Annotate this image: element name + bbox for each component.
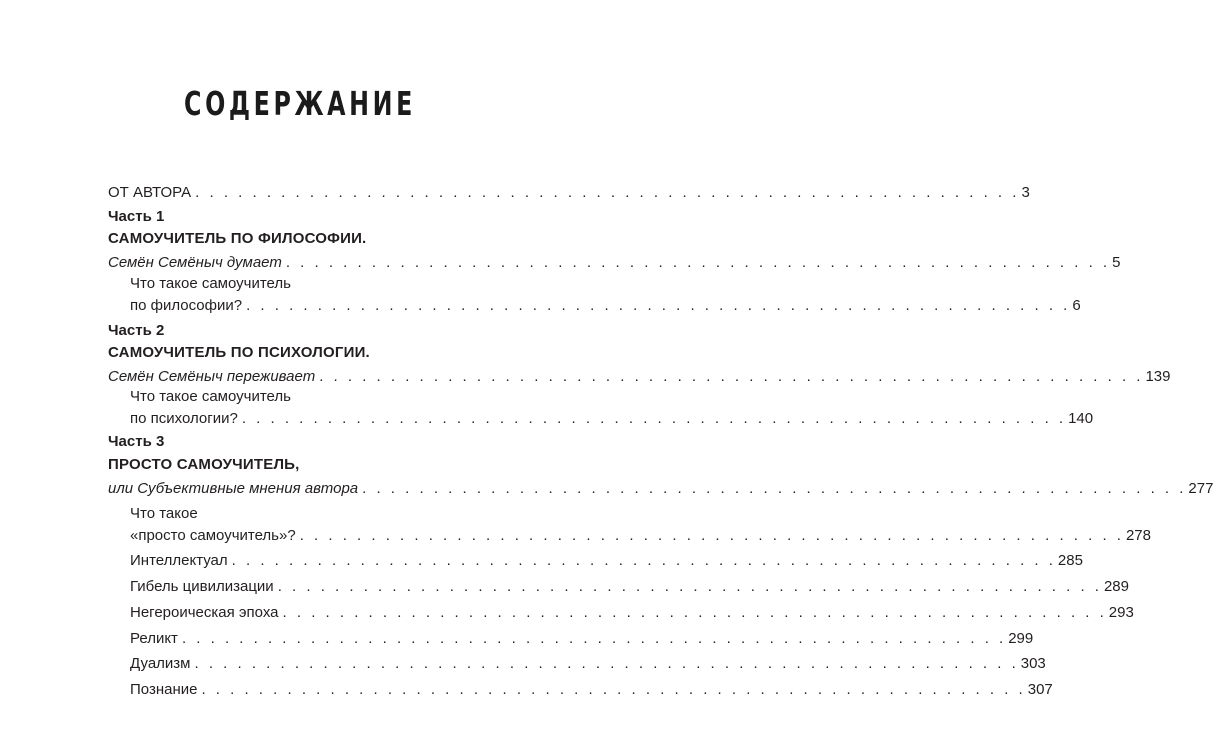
toc-entry-unheroic-era[interactable]	[130, 602, 1134, 624]
dot-leader: . . . . . . . . . . . . . . . . . . . . . . . . . . . . . . . . . . . . . . . . . . . . . . . . . . . . . . . . . .	[241, 410, 1067, 427]
toc-entry-label: Познание	[130, 681, 198, 698]
toc-entry-author-note[interactable]	[108, 182, 1030, 204]
part-1-label: Часть 1	[108, 208, 165, 225]
dot-leader: . . . . . . . . . . . . . . . . . . . . . . . . . . . . . . . . . . . . . . . . . . . . . . . . . . . . . . . . . .	[201, 681, 1026, 698]
toc-entry-intellectual[interactable]	[130, 550, 1083, 572]
toc-entry-label: по психологии?	[130, 410, 238, 427]
page-number: 293	[1108, 604, 1134, 621]
dot-leader: . . . . . . . . . . . . . . . . . . . . . . . . . . . . . . . . . . . . . . . . . . . . . . . . . . . . . . . . . .	[195, 184, 1020, 201]
dot-leader: . . . . . . . . . . . . . . . . . . . . . . . . . . . . . . . . . . . . . . . . . . . . . . . . . . . . . . . . . .	[299, 527, 1124, 544]
toc-entry-part-1-chapter-line1: Что такое самоучитель	[130, 275, 291, 292]
page-number: 289	[1103, 578, 1129, 595]
toc-entry-cognition[interactable]	[130, 679, 1053, 701]
toc-entry-label: Дуализм	[130, 655, 191, 672]
page-number: 285	[1057, 552, 1083, 569]
dot-leader: . . . . . . . . . . . . . . . . . . . . . . . . . . . . . . . . . . . . . . . . . . . . . . . . . . . . . . . . . .	[277, 578, 1102, 595]
toc-entry-relic[interactable]	[130, 628, 1034, 650]
toc-entry-label: Реликт	[130, 630, 178, 647]
page-title: СОДЕРЖАНИЕ	[184, 84, 416, 123]
toc-entry-label: или Субъективные мнения автора	[108, 480, 359, 497]
toc-entry-part-3-chapter-line1: Что такое	[130, 505, 198, 522]
toc-entry-part-3-subtitle[interactable]	[108, 478, 1213, 500]
part-3-label: Часть 3	[108, 433, 165, 450]
toc-entry-part-2-subtitle[interactable]	[108, 366, 1171, 388]
page-number: 3	[1021, 184, 1030, 201]
dot-leader: . . . . . . . . . . . . . . . . . . . . . . . . . . . . . . . . . . . . . . . . . . . . . . . . . . . . . . . . . .	[285, 254, 1111, 271]
part-1-title: САМОУЧИТЕЛЬ ПО ФИЛОСОФИИ.	[108, 230, 367, 247]
dot-leader: . . . . . . . . . . . . . . . . . . . . . . . . . . . . . . . . . . . . . . . . . . . . . . . . . . . . . . . . . .	[181, 630, 1007, 647]
page-number: 278	[1125, 527, 1151, 544]
toc-entry-part-2-chapter[interactable]	[130, 408, 1094, 430]
dot-leader: . . . . . . . . . . . . . . . . . . . . . . . . . . . . . . . . . . . . . . . . . . . . . . . . . . . . . . . . . .	[231, 552, 1056, 569]
dot-leader: . . . . . . . . . . . . . . . . . . . . . . . . . . . . . . . . . . . . . . . . . . . . . . . . . . . . . . . . . .	[319, 368, 1144, 385]
toc-entry-label: Семён Семёныч переживает	[108, 368, 316, 385]
page-number: 139	[1145, 368, 1171, 385]
toc-entry-label: по философии?	[130, 297, 243, 314]
part-3-title: ПРОСТО САМОУЧИТЕЛЬ,	[108, 456, 300, 473]
toc-entry-label: Гибель цивилизации	[130, 578, 274, 595]
dot-leader: . . . . . . . . . . . . . . . . . . . . . . . . . . . . . . . . . . . . . . . . . . . . . . . . . . . . . . . . . .	[362, 480, 1187, 497]
toc-entry-civilization-death[interactable]	[130, 576, 1129, 598]
page-number: 6	[1072, 297, 1081, 314]
toc-entry-part-1-subtitle[interactable]	[108, 252, 1121, 274]
dot-leader: . . . . . . . . . . . . . . . . . . . . . . . . . . . . . . . . . . . . . . . . . . . . . . . . . . . . . . . . . .	[282, 604, 1107, 621]
toc-entry-label: Семён Семёныч думает	[108, 254, 282, 271]
page-number: 277	[1188, 480, 1213, 497]
page-number: 140	[1068, 410, 1094, 427]
page-number: 303	[1020, 655, 1046, 672]
page-number: 5	[1112, 254, 1121, 271]
toc-entry-part-1-chapter[interactable]	[130, 295, 1081, 317]
toc-entry-part-3-chapter[interactable]	[130, 525, 1151, 547]
part-2-label: Часть 2	[108, 322, 165, 339]
page-number: 299	[1008, 630, 1034, 647]
part-2-title: САМОУЧИТЕЛЬ ПО ПСИХОЛОГИИ.	[108, 344, 370, 361]
toc-entry-label: Интеллектуал	[130, 552, 228, 569]
dot-leader: . . . . . . . . . . . . . . . . . . . . . . . . . . . . . . . . . . . . . . . . . . . . . . . . . . . . . . . . . .	[246, 297, 1071, 314]
toc-entry-dualism[interactable]	[130, 653, 1046, 675]
toc-entry-part-2-chapter-line1: Что такое самоучитель	[130, 388, 291, 405]
toc-entry-label: Негероическая эпоха	[130, 604, 279, 621]
page-number: 307	[1027, 681, 1053, 698]
toc-entry-label: ОТ АВТОРА	[108, 184, 192, 201]
dot-leader: . . . . . . . . . . . . . . . . . . . . . . . . . . . . . . . . . . . . . . . . . . . . . . . . . . . . . . . . . .	[194, 655, 1019, 672]
toc-entry-label: «просто самоучитель»?	[130, 527, 296, 544]
